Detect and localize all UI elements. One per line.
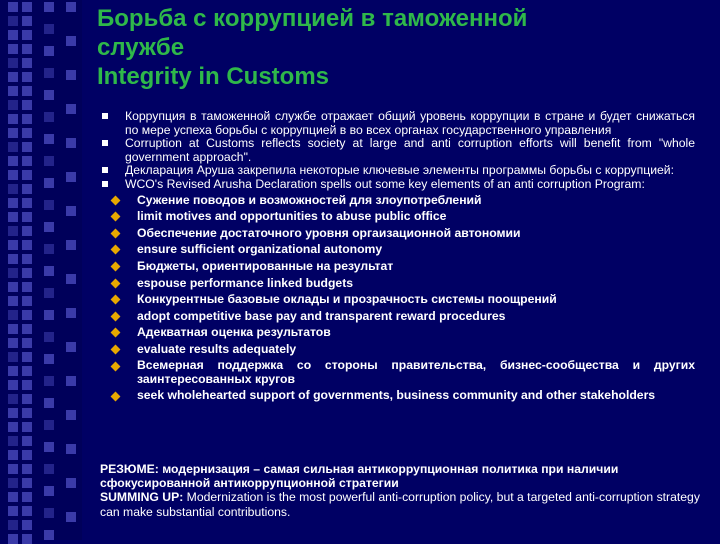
sub-bullet-item bbox=[100, 308, 695, 325]
decorative-square bbox=[22, 44, 32, 54]
decorative-square bbox=[44, 90, 54, 100]
diamond-bullet-icon bbox=[111, 361, 121, 371]
decorative-square bbox=[22, 114, 32, 124]
summary-en-text: Modernization is the most powerful anti-corruption policy, but a targeted anti-corruption strategy can make substantial contributions. bbox=[100, 490, 700, 519]
diamond-bullet-icon bbox=[111, 295, 121, 305]
decorative-square bbox=[22, 58, 32, 68]
sub-bullet-text: limit motives and opportunities to abuse public office bbox=[137, 209, 447, 224]
summary-en bbox=[100, 490, 700, 518]
decorative-square bbox=[44, 68, 54, 78]
decorative-square bbox=[22, 338, 32, 348]
decorative-square bbox=[66, 36, 76, 46]
sub-bullet-item bbox=[100, 324, 695, 341]
decorative-square bbox=[44, 2, 54, 12]
slide-title bbox=[97, 4, 707, 91]
sub-bullet-item bbox=[100, 258, 695, 275]
sub-bullet-text: Конкурентные базовые оклады и прозрачность системы поощрений bbox=[137, 292, 557, 307]
decorative-square bbox=[8, 142, 18, 152]
decorative-square bbox=[8, 156, 18, 166]
decorative-square bbox=[22, 394, 32, 404]
decorative-square bbox=[44, 24, 54, 34]
decorative-square bbox=[66, 240, 76, 250]
title-line: Борьба с коррупцией в таможенной bbox=[97, 5, 528, 32]
decorative-square bbox=[22, 86, 32, 96]
decorative-square bbox=[22, 366, 32, 376]
bullet-item bbox=[100, 178, 695, 192]
decorative-square bbox=[8, 198, 18, 208]
sub-bullet-text: Бюджеты, ориентированные на результат bbox=[137, 258, 394, 273]
decorative-square bbox=[8, 58, 18, 68]
decorative-square bbox=[8, 170, 18, 180]
decorative-square bbox=[8, 268, 18, 278]
decorative-square bbox=[8, 2, 18, 12]
decorative-square bbox=[8, 254, 18, 264]
decorative-square bbox=[22, 170, 32, 180]
decorative-square bbox=[66, 478, 76, 488]
decorative-square bbox=[66, 444, 76, 454]
decorative-square bbox=[8, 408, 18, 418]
decorative-square bbox=[8, 44, 18, 54]
decorative-square bbox=[66, 104, 76, 114]
decorative-square bbox=[44, 464, 54, 474]
decorative-square bbox=[8, 72, 18, 82]
sub-bullet-text: evaluate results adequately bbox=[137, 341, 297, 356]
decorative-square bbox=[22, 380, 32, 390]
sub-bullet-text: seek wholehearted support of governments, business community and other stakeholders bbox=[137, 388, 656, 403]
decorative-square bbox=[8, 100, 18, 110]
decorative-square bbox=[22, 534, 32, 544]
decorative-square bbox=[44, 376, 54, 386]
decorative-square bbox=[44, 112, 54, 122]
decorative-square bbox=[44, 178, 54, 188]
decorative-square bbox=[22, 100, 32, 110]
decorative-square bbox=[8, 422, 18, 432]
decorative-square bbox=[44, 530, 54, 540]
decorative-square bbox=[8, 212, 18, 222]
title-line: Integrity in Customs bbox=[97, 63, 330, 90]
decorative-square bbox=[22, 324, 32, 334]
decorative-square bbox=[22, 226, 32, 236]
decorative-square bbox=[22, 128, 32, 138]
square-bullet-icon bbox=[102, 113, 108, 119]
diamond-bullet-icon bbox=[111, 344, 121, 354]
decorative-square bbox=[44, 46, 54, 56]
decorative-square bbox=[8, 128, 18, 138]
decorative-square bbox=[22, 16, 32, 26]
decorative-square bbox=[8, 16, 18, 26]
decorative-square bbox=[22, 422, 32, 432]
decorative-square bbox=[8, 520, 18, 530]
decorative-square bbox=[22, 212, 32, 222]
decorative-square bbox=[8, 450, 18, 460]
decorative-square bbox=[66, 512, 76, 522]
summary-ru bbox=[100, 462, 700, 490]
decorative-square bbox=[22, 254, 32, 264]
decorative-square bbox=[8, 464, 18, 474]
decorative-square bbox=[22, 478, 32, 488]
decorative-square bbox=[22, 240, 32, 250]
sub-bullet-item bbox=[100, 388, 695, 402]
decorative-square bbox=[22, 296, 32, 306]
decorative-square bbox=[8, 324, 18, 334]
decorative-square bbox=[44, 310, 54, 320]
decorative-square bbox=[22, 520, 32, 530]
decorative-square bbox=[8, 394, 18, 404]
decorative-square bbox=[8, 338, 18, 348]
decorative-square bbox=[8, 86, 18, 96]
decorative-square bbox=[22, 282, 32, 292]
decorative-square bbox=[66, 274, 76, 284]
sub-bullet-item bbox=[100, 358, 695, 387]
decorative-square bbox=[44, 156, 54, 166]
decorative-square bbox=[8, 282, 18, 292]
diamond-bullet-icon bbox=[111, 261, 121, 271]
decorative-square bbox=[22, 352, 32, 362]
sub-bullet-list bbox=[100, 192, 695, 403]
decorative-square bbox=[8, 226, 18, 236]
sub-bullet-text: Всемерная поддержка со стороны правительства, бизнес-сообщества и других заинтересованных кругов bbox=[137, 357, 695, 386]
decorative-square bbox=[44, 266, 54, 276]
bullet-item bbox=[100, 164, 695, 178]
decorative-square bbox=[44, 200, 54, 210]
diamond-bullet-icon bbox=[111, 245, 121, 255]
decorative-square bbox=[44, 332, 54, 342]
decorative-square bbox=[8, 30, 18, 40]
decorative-square bbox=[22, 436, 32, 446]
decorative-square bbox=[8, 380, 18, 390]
decorative-square bbox=[22, 408, 32, 418]
diamond-bullet-icon bbox=[111, 392, 121, 402]
decorative-square bbox=[8, 492, 18, 502]
sub-bullet-item bbox=[100, 291, 695, 308]
decorative-square bbox=[44, 354, 54, 364]
decorative-square bbox=[8, 534, 18, 544]
decorative-square bbox=[66, 376, 76, 386]
decorative-square bbox=[66, 172, 76, 182]
decorative-square bbox=[44, 222, 54, 232]
summary-ru-text: модернизация – самая сильная антикоррупционная политика при наличии сфокусированной антикоррупционной стратегии bbox=[100, 462, 619, 491]
decorative-square bbox=[8, 240, 18, 250]
decorative-square bbox=[44, 508, 54, 518]
sub-bullet-item bbox=[100, 241, 695, 258]
bullet-item bbox=[100, 137, 695, 164]
decorative-square bbox=[22, 492, 32, 502]
decorative-square bbox=[22, 506, 32, 516]
sub-bullet-item bbox=[100, 208, 695, 225]
summary-ru-head: РЕЗЮМЕ: bbox=[100, 462, 159, 476]
decorative-square bbox=[8, 184, 18, 194]
decorative-square bbox=[66, 138, 76, 148]
decorative-square bbox=[66, 342, 76, 352]
square-bullet-icon bbox=[102, 140, 108, 146]
decorative-square bbox=[44, 486, 54, 496]
diamond-bullet-icon bbox=[111, 328, 121, 338]
bullet-text: Декларация Аруша закрепила некоторые ключевые элементы программы борьбы с коррупцией: bbox=[125, 163, 674, 178]
decorative-square bbox=[8, 366, 18, 376]
sub-bullet-text: Обеспечение достаточного уровня оргаизационной автономии bbox=[137, 225, 521, 240]
decorative-square bbox=[22, 310, 32, 320]
decorative-square bbox=[22, 30, 32, 40]
decorative-square bbox=[8, 478, 18, 488]
decorative-square bbox=[22, 72, 32, 82]
sub-bullet-item bbox=[100, 225, 695, 242]
sub-bullet-text: adopt competitive base pay and transparent reward procedures bbox=[137, 308, 506, 323]
bullet-text: Коррупция в таможенной службе отражает общий уровень коррупции в стране и будет снижаться по мере успеха борьбы с коррупцией в во всех органах государственного управления bbox=[125, 109, 695, 137]
decorative-square bbox=[8, 310, 18, 320]
decorative-square bbox=[44, 442, 54, 452]
decorative-square bbox=[66, 2, 76, 12]
summary-en-head: SUMMING UP: bbox=[100, 490, 184, 505]
decorative-square bbox=[44, 398, 54, 408]
decorative-square bbox=[22, 2, 32, 12]
diamond-bullet-icon bbox=[111, 212, 121, 222]
diamond-bullet-icon bbox=[111, 311, 121, 321]
decorative-square bbox=[8, 114, 18, 124]
decorative-square bbox=[66, 70, 76, 80]
bullet-list bbox=[100, 110, 695, 405]
sub-bullet-text: espouse performance linked budgets bbox=[137, 275, 354, 290]
decorative-square bbox=[44, 244, 54, 254]
decorative-square bbox=[8, 436, 18, 446]
square-bullet-icon bbox=[102, 167, 108, 173]
decorative-square bbox=[66, 410, 76, 420]
decorative-square bbox=[22, 156, 32, 166]
bullet-item bbox=[100, 110, 695, 137]
decorative-square bbox=[22, 198, 32, 208]
sub-bullet-item bbox=[100, 341, 695, 358]
decorative-square bbox=[66, 308, 76, 318]
decorative-square bbox=[8, 506, 18, 516]
square-bullet-icon bbox=[102, 181, 108, 187]
decorative-square bbox=[8, 352, 18, 362]
sub-bullet-text: Адекватная оценка результатов bbox=[137, 325, 331, 340]
decorative-left-band bbox=[0, 0, 82, 540]
summary-block bbox=[100, 462, 700, 519]
sub-bullet-text: Сужение поводов и возможностей для злоупотреблений bbox=[137, 192, 482, 207]
decorative-square bbox=[44, 134, 54, 144]
decorative-square bbox=[66, 206, 76, 216]
decorative-square bbox=[22, 184, 32, 194]
decorative-square bbox=[22, 450, 32, 460]
sub-bullet-text: ensure sufficient organizational autonomy bbox=[137, 242, 383, 257]
decorative-square bbox=[8, 296, 18, 306]
decorative-square bbox=[22, 268, 32, 278]
sub-bullet-item bbox=[100, 275, 695, 292]
decorative-square bbox=[44, 420, 54, 430]
sub-bullet-item bbox=[100, 192, 695, 209]
decorative-square bbox=[22, 464, 32, 474]
bullet-text: WCO's Revised Arusha Declaration spells out some key elements of an anti corruption Program: bbox=[125, 176, 645, 191]
bullet-text: Corruption at Customs reflects society at large and anti corruption efforts will benefit from "whole government approach". bbox=[125, 136, 695, 164]
decorative-square bbox=[44, 288, 54, 298]
diamond-bullet-icon bbox=[111, 228, 121, 238]
diamond-bullet-icon bbox=[111, 195, 121, 205]
diamond-bullet-icon bbox=[111, 278, 121, 288]
title-line: службе bbox=[97, 34, 185, 61]
decorative-square bbox=[22, 142, 32, 152]
